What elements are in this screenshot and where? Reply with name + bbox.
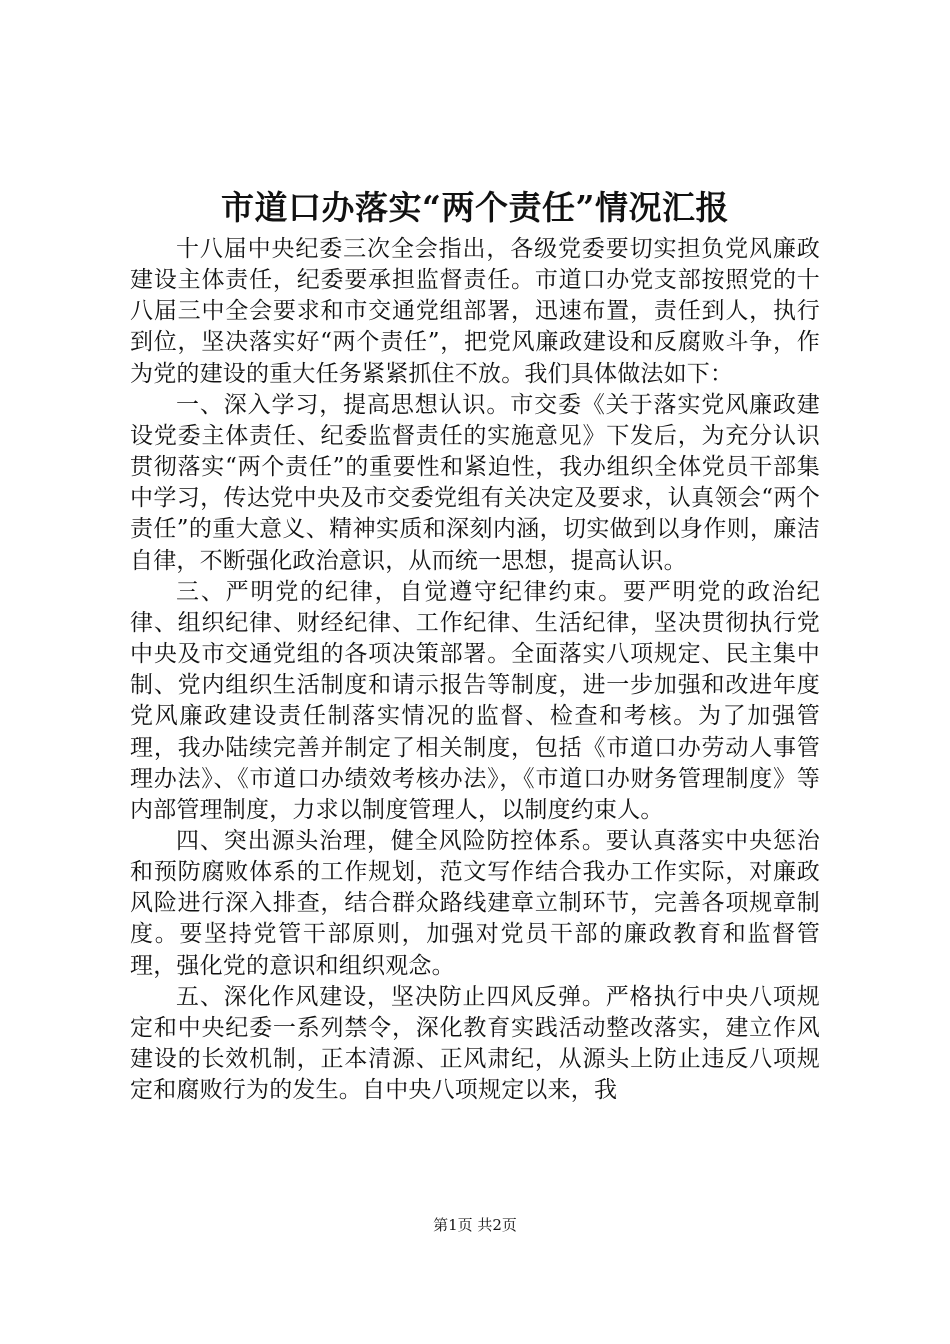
page-number-footer: 第1页 共2页: [433, 1216, 517, 1234]
document-body: [130, 234, 820, 1106]
paragraph-section-3: 三、严明党的纪律，自觉遵守纪律约束。要严明党的政治纪律、组织纪律、财经纪律、工作纪律、生活纪律，坚决贯彻执行党中央及市交通党组的各项决策部署。全面落实八项规定、民主集中制、党内组织生活制度和请示报告等制度，进一步加强和改进年度党风廉政建设责任制落实情况的监督、检查和考核。为了加强管理，我办陆续完善并制定了相关制度，包括《市道口办劳动人事管理办法》、《市道口办绩效考核办法》，《市道口办财务管理制度》等内部管理制度，力求以制度管理人，以制度约束人。: [130, 578, 820, 823]
document-title: 市道口办落实“两个责任”情况汇报: [221, 188, 729, 227]
paragraph-section-5: 五、深化作风建设，坚决防止四风反弹。严格执行中央八项规定和中央纪委一系列禁令，深化教育实践活动整改落实，建立作风建设的长效机制，正本清源、正风肃纪，从源头上防止违反八项规定和腐败行为的发生。自中央八项规定以来，我: [130, 983, 820, 1104]
paragraph-intro: 十八届中央纪委三次全会指出，各级党委要切实担负党风廉政建设主体责任，纪委要承担监督责任。市道口办党支部按照党的十八届三中全会要求和市交通党组部署，迅速布置，责任到人，执行到位，坚决落实好“两个责任”，把党风廉政建设和反腐败斗争，作为党的建设的重大任务紧紧抓住不放。我们具体做法如下：: [130, 236, 820, 387]
paragraph-section-4: 四、突出源头治理，健全风险防控体系。要认真落实中央惩治和预防腐败体系的工作规划，范文写作结合我办工作实际，对廉政风险进行深入排查，结合群众路线建章立制环节，完善各项规章制度。要坚持党管干部原则，加强对党员干部的廉政教育和监督管理，强化党的意识和组织观念。: [130, 827, 820, 979]
paragraph-section-1: 一、深入学习，提高思想认识。市交委《关于落实党风廉政建设党委主体责任、纪委监督责任的实施意见》下发后，为充分认识贯彻落实“两个责任”的重要性和紧迫性，我办组织全体党员干部集中学习，传达党中央及市交委党组有关决定及要求，认真领会“两个责任”的重大意义、精神实质和深刻内涵，切实做到以身作则，廉洁自律，不断强化政治意识，从而统一思想，提高认识。: [130, 391, 820, 574]
